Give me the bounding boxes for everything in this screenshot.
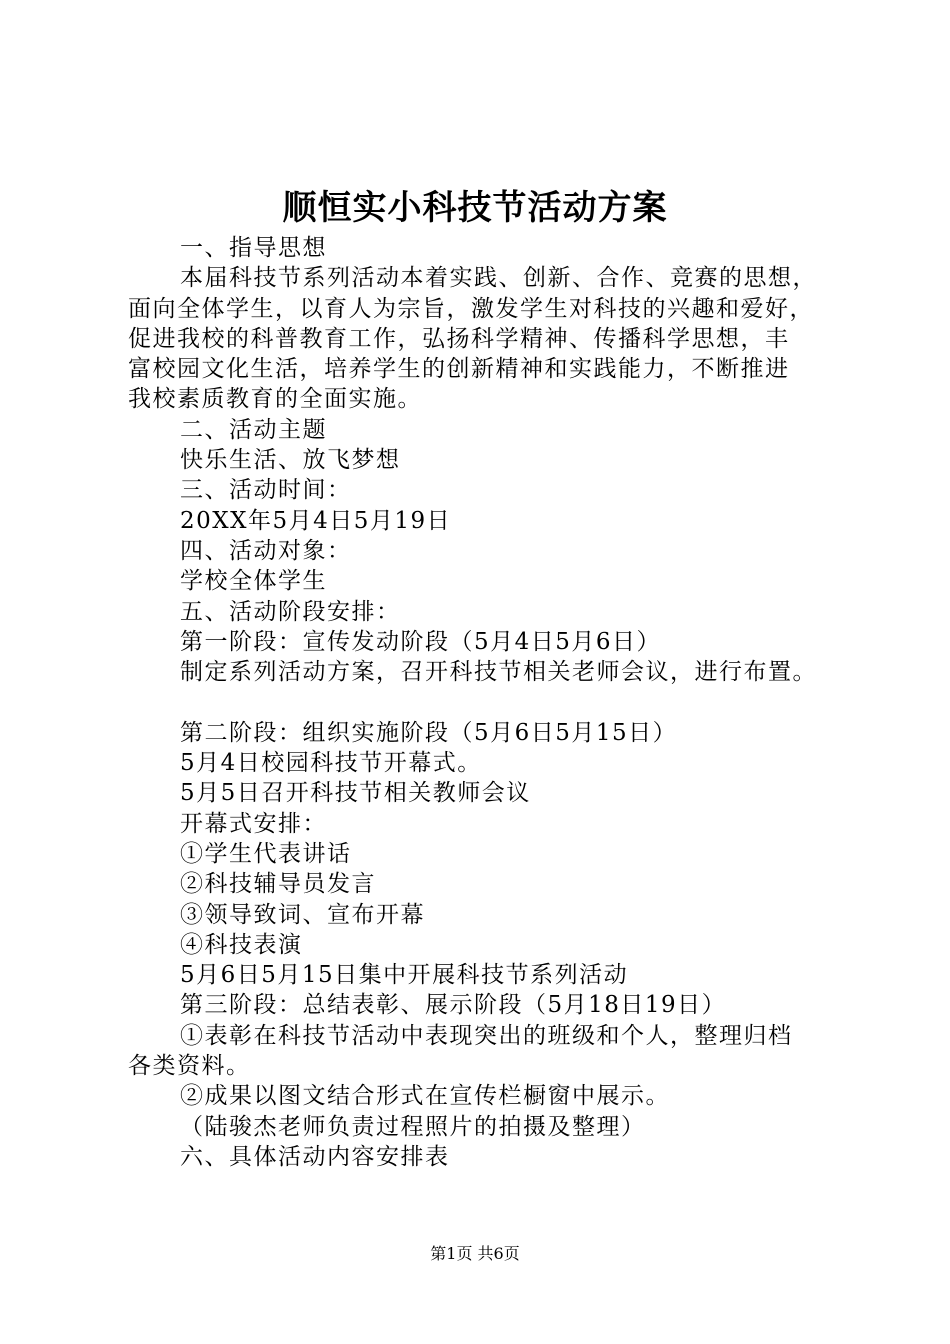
paragraph-line: 第二阶段：组织实施阶段（5月6日5月15日） — [180, 719, 678, 746]
paragraph-line: 5月6日5月15日集中开展科技节系列活动 — [180, 962, 629, 989]
document-body — [128, 233, 848, 1172]
paragraph-line: ①表彰在科技节活动中表现突出的班级和个人，整理归档 — [180, 1022, 793, 1049]
blank-line — [128, 687, 848, 717]
paragraph-line: ④科技表演 — [180, 931, 303, 958]
paragraph-line: ②成果以图文结合形式在宣传栏橱窗中展示。 — [180, 1083, 670, 1110]
paragraph-line: 开幕式安排： — [180, 810, 327, 837]
paragraph-line: 面向全体学生，以育人为宗旨，激发学生对科技的兴趣和爱好， — [128, 295, 814, 322]
paragraph-line: 学校全体学生 — [180, 568, 327, 595]
paragraph-line: 我校素质教育的全面实施。 — [128, 386, 422, 413]
paragraph-line: ③领导致词、宣布开幕 — [180, 901, 425, 928]
paragraph-line: 三、活动时间： — [180, 477, 352, 504]
paragraph-line: 快乐生活、放飞梦想 — [180, 447, 401, 474]
paragraph-line: 富校园文化生活，培养学生的创新精神和实践能力，不断推进 — [128, 356, 790, 383]
paragraph-line: 各类资料。 — [128, 1053, 251, 1080]
paragraph-line: 20XX年5月4日5月19日 — [180, 507, 452, 534]
paragraph-line: 5月4日校园科技节开幕式。 — [180, 750, 482, 777]
paragraph-line: ①学生代表讲话 — [180, 840, 352, 867]
paragraph-line: 促进我校的科普教育工作，弘扬科学精神、传播科学思想，丰 — [128, 325, 790, 352]
paragraph-line: ②科技辅导员发言 — [180, 871, 376, 898]
page-footer: 第1页 共6页 — [430, 1244, 520, 1263]
paragraph-line: 五、活动阶段安排： — [180, 598, 401, 625]
paragraph-line: 本届科技节系列活动本着实践、创新、合作、竞赛的思想， — [180, 265, 817, 292]
paragraph-line: 一、指导思想 — [180, 235, 327, 261]
paragraph-line: 四、活动对象： — [180, 537, 352, 564]
paragraph-line: 制定系列活动方案，召开科技节相关老师会议，进行布置。 — [180, 659, 817, 686]
paragraph-line: 第三阶段：总结表彰、展示阶段（5月18日19日） — [180, 992, 727, 1019]
document-title: 顺恒实小科技节活动方案 — [282, 188, 668, 228]
paragraph-line: 第一阶段：宣传发动阶段（5月4日5月6日） — [180, 628, 662, 655]
paragraph-line: 六、具体活动内容安排表 — [180, 1143, 450, 1170]
paragraph-line: 5月5日召开科技节相关教师会议 — [180, 780, 531, 807]
paragraph-line: （陆骏杰老师负责过程照片的拍摄及整理） — [180, 1113, 646, 1140]
paragraph-line: 二、活动主题 — [180, 416, 327, 443]
